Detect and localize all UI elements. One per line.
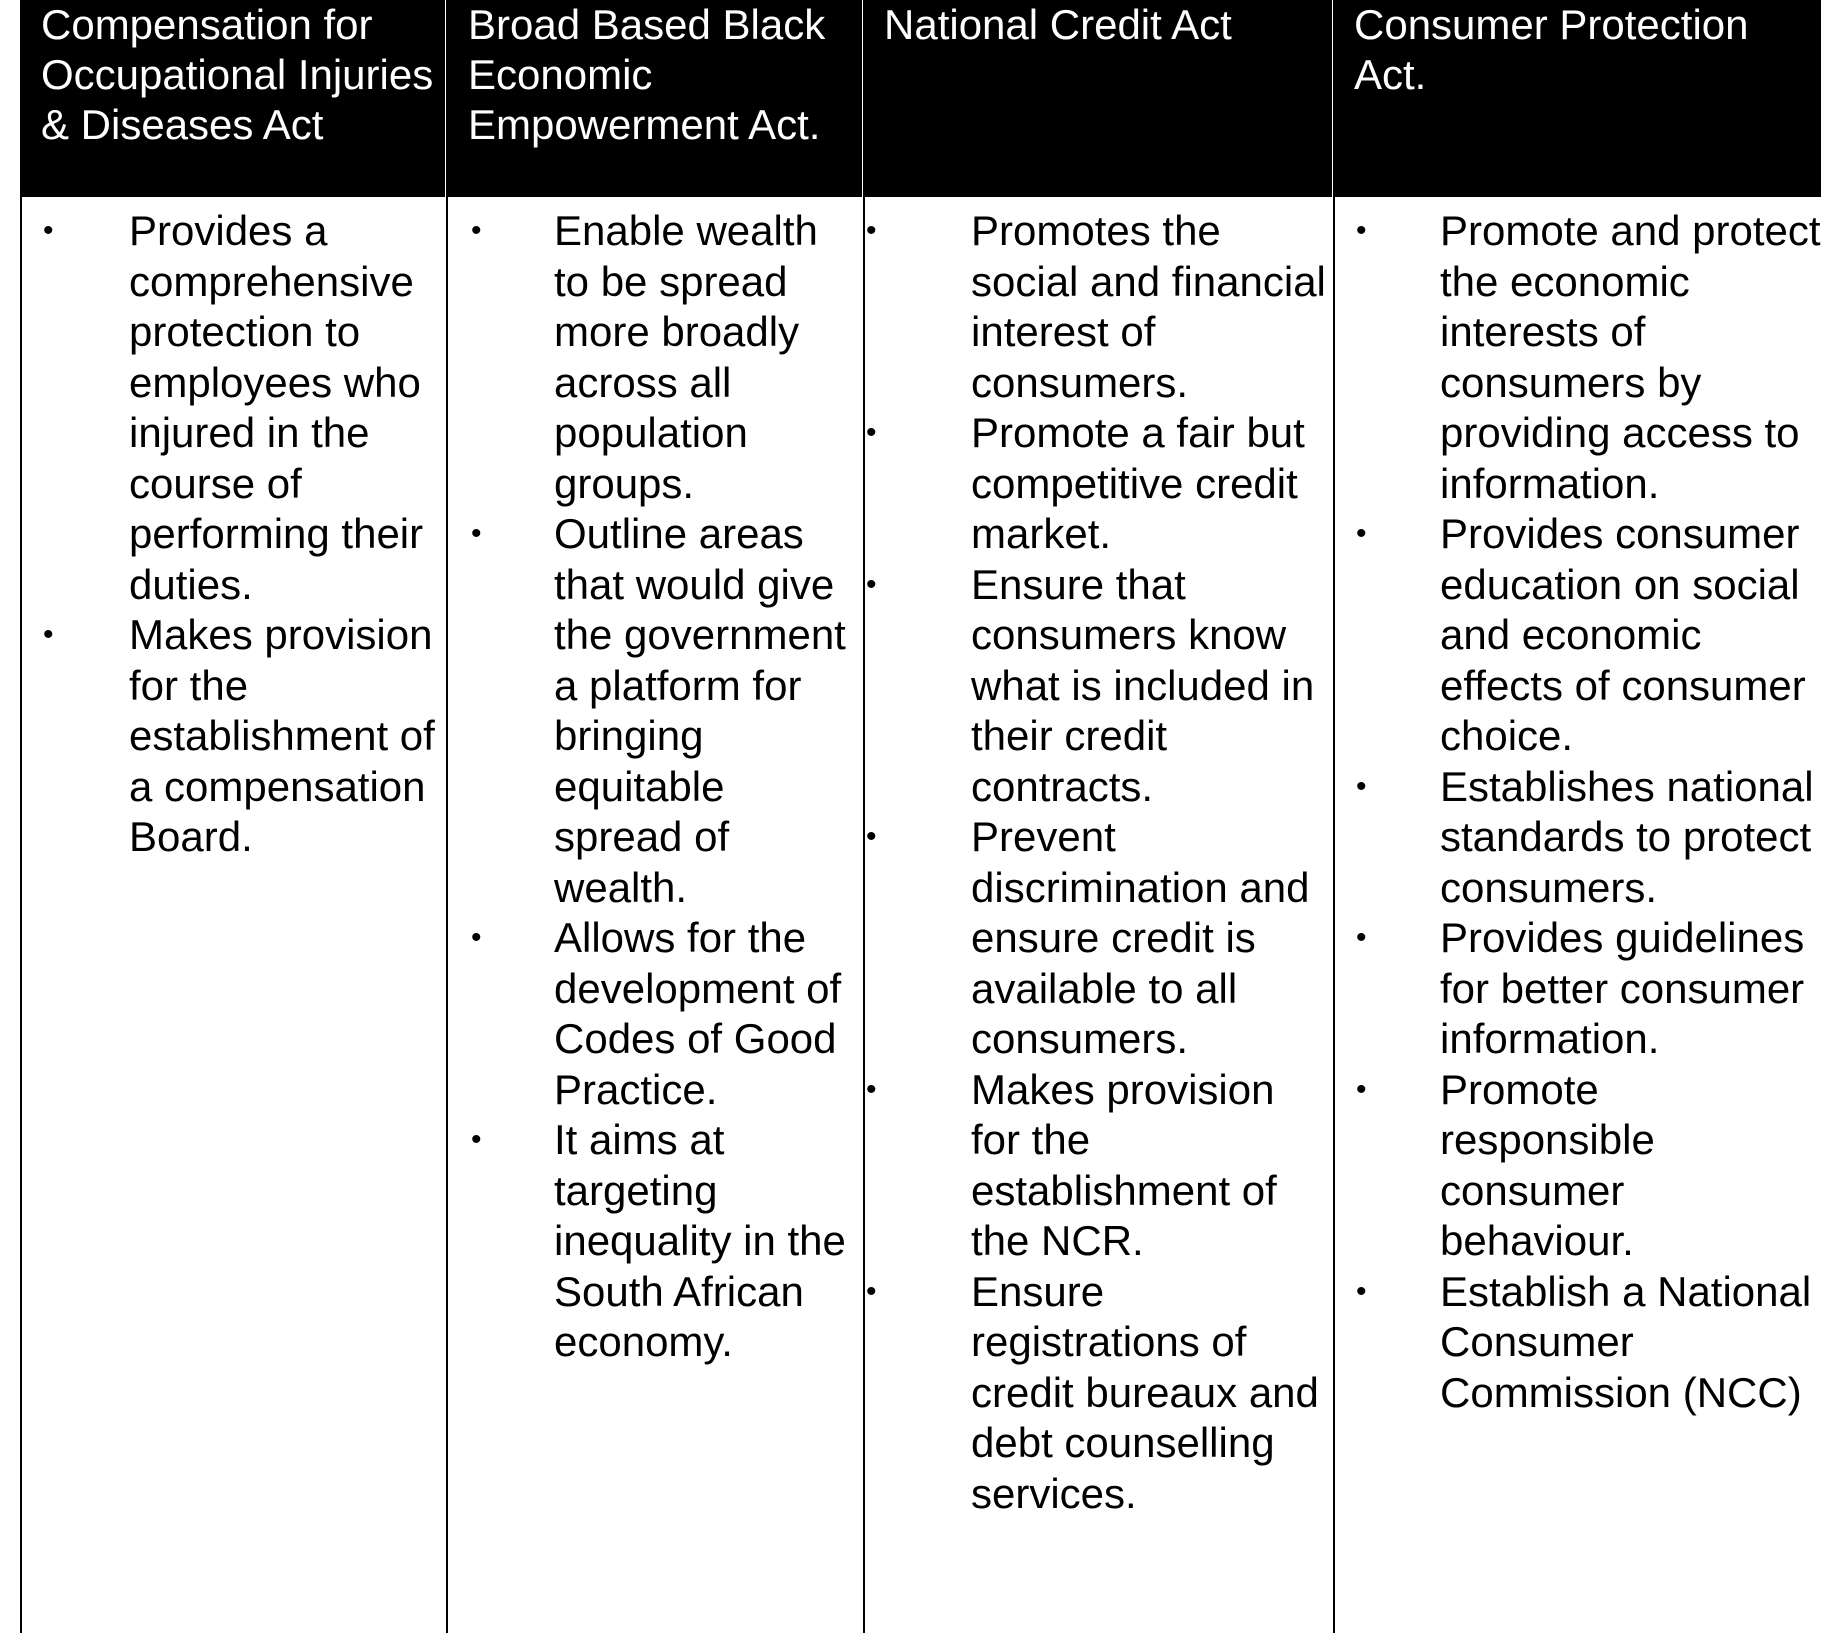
list-item [864, 812, 1334, 1065]
list-item-text: Provides guidelines for better consumer information. [1440, 914, 1805, 1062]
bullet-icon: • [43, 214, 54, 247]
list-item-text: Ensure registrations of credit bureaux and debt counselling services. [971, 1267, 1319, 1517]
list-item-text: Allows for the development of Codes of Good Practice. [554, 914, 842, 1113]
list-item-text: Ensure that consumers know what is included in their credit contracts. [971, 560, 1315, 810]
bullet-icon: • [471, 517, 482, 550]
list-item-text: Promote and protect the economic interests of consumers by providing access to information. [1440, 207, 1821, 507]
bullet-list [1334, 206, 1821, 1418]
column-consumer-protection-act [1334, 0, 1821, 1633]
list-item-text: Outline areas that would give the government a platform for bringing equitable spread of wealth. [554, 510, 846, 911]
bullet-icon: • [43, 618, 54, 651]
bullet-icon: • [866, 1072, 877, 1106]
bullet-icon: • [866, 1274, 877, 1308]
list-item [447, 206, 864, 509]
list-item [864, 1065, 1334, 1267]
bullet-icon: • [471, 1123, 482, 1156]
list-item-text: Provides a comprehensive protection to employees who injured in the course of performing their duties. [129, 207, 424, 608]
bullet-list [20, 206, 447, 863]
bullet-icon: • [1356, 1072, 1367, 1106]
list-item-text: Provides consumer education on social and economic effects of consumer choice. [1440, 510, 1806, 759]
list-item [864, 206, 1334, 408]
list-item-text: Promote a fair but competitive credit market. [971, 409, 1305, 557]
list-item-text: Prevent discrimination and ensure credit is available to all consumers. [971, 813, 1310, 1062]
column-header: National Credit Act [884, 1, 1232, 48]
list-item [864, 408, 1334, 560]
list-item [447, 913, 864, 1115]
bullet-icon: • [1356, 769, 1367, 803]
list-item [1334, 762, 1821, 914]
bullet-icon: • [1356, 1274, 1367, 1308]
bullet-list [864, 206, 1334, 1519]
list-item-text: Establishes national standards to protect consumers. [1440, 762, 1814, 911]
column-header: Broad Based Black Economic Empowerment Act. [468, 1, 826, 148]
list-item [1334, 1267, 1821, 1419]
column-header: Compensation for Occupational Injuries & Diseases Act [41, 1, 434, 148]
list-item-text: Enable wealth to be spread more broadly across all population groups. [554, 207, 818, 507]
bullet-icon: • [471, 214, 482, 247]
bullet-icon: • [1356, 214, 1367, 247]
list-item [20, 206, 447, 610]
bullet-icon: • [866, 214, 877, 247]
list-item [864, 1267, 1334, 1520]
bullet-icon: • [1356, 517, 1367, 550]
list-item [447, 1115, 864, 1368]
list-item-text: Promote responsible consumer behaviour. [1440, 1065, 1655, 1264]
list-item [1334, 206, 1821, 509]
column-bbbee-act [447, 0, 864, 1633]
list-item [447, 509, 864, 913]
list-item-text: Promotes the social and financial interest of consumers. [971, 207, 1326, 406]
list-item [864, 560, 1334, 813]
list-item-text: Establish a National Consumer Commission (NCC) [1440, 1267, 1812, 1416]
list-item [1334, 913, 1821, 1065]
list-item [1334, 1065, 1821, 1267]
bullet-list [447, 206, 864, 1368]
column-header: Consumer Protection Act. [1354, 1, 1749, 98]
column-coid-act [20, 0, 447, 1633]
list-item [1334, 509, 1821, 762]
bullet-icon: • [866, 567, 877, 601]
list-item-text: Makes provision for the establishment of the NCR. [971, 1065, 1277, 1264]
list-item-text: It aims at targeting inequality in the South African economy. [554, 1116, 846, 1365]
column-national-credit-act [864, 0, 1334, 1633]
list-item-text: Makes provision for the establishment of a compensation Board. [129, 611, 435, 860]
bullet-icon: • [866, 820, 877, 853]
bullet-icon: • [1356, 921, 1367, 954]
bullet-icon: • [866, 416, 877, 449]
acts-comparison-table [20, 0, 1821, 1633]
list-item [20, 610, 447, 863]
bullet-icon: • [471, 921, 482, 954]
